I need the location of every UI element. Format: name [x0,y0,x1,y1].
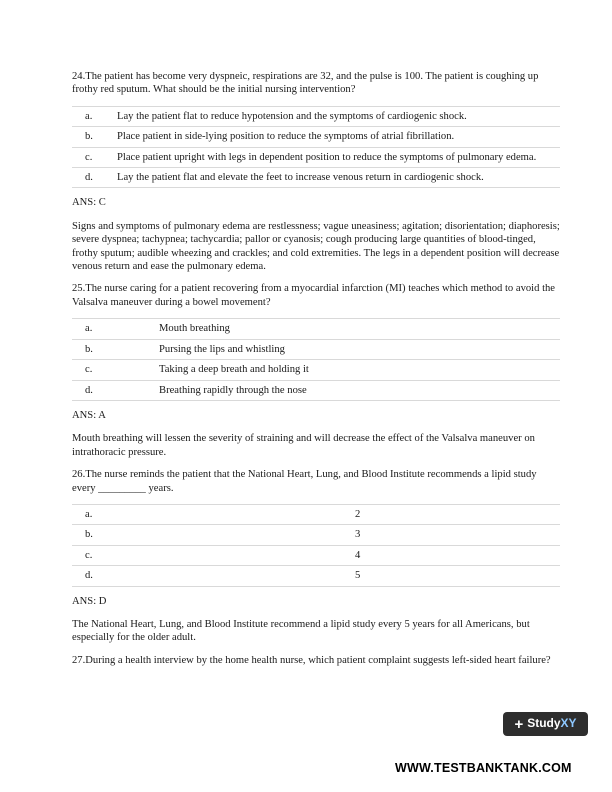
question-26-answer: ANS: D [72,595,107,607]
studyxy-badge[interactable] [503,712,588,736]
question-25-answer: ANS: A [72,409,106,421]
option-row [72,339,560,359]
option-text: Lay the patient flat and elevate the feet to increase venous return in cardiogenic shock. [117,168,560,188]
option-text: 3 [355,525,560,545]
option-letter: a. [72,319,159,339]
question-27-text: 27.During a health interview by the home health nurse, which patient complaint suggests left-sided heart failure? [72,654,551,666]
plus-icon: + [514,715,524,733]
question-25-rationale: Mouth breathing will lessen the severity of straining and will decrease the effect of the Valsalva maneuver on intrathoracic pressure. [72,433,535,458]
question-25-text: 25.The nurse caring for a patient recovering from a myocardial infarction (MI) teaches which method to avoid the Valsalva maneuver during a bowel movement? [72,283,556,308]
option-text: 2 [355,504,560,524]
document-page [72,70,560,676]
option-row [72,127,560,147]
option-letter: c. [72,360,159,380]
question-24-rationale: Signs and symptoms of pulmonary edema are restlessness; vague uneasiness; agitation; disorientation; diaphoresis; severe dyspnea; tachypnea; tachycardia; pallor or cyanosis; cough producing large quantities of blood-tinged, frothy sputum; audible wheezing and crackles; and cold extremities. The legs in a dependent position will decrease venous return and ease the pulmonary edema. [72,220,560,273]
option-row [72,319,560,339]
question-26-rationale: The National Heart, Lung, and Blood Institute recommend a lipid study every 5 years for all Americans, but especially for the older adult. [72,618,530,644]
question-26-options [72,504,560,587]
option-letter: d. [72,566,355,586]
option-letter: a. [72,106,117,126]
option-row [72,504,560,524]
option-row [72,106,560,126]
option-text: Pursing the lips and whistling [159,339,560,359]
option-letter: d. [72,168,117,188]
question-25-options [72,318,560,401]
option-text: Taking a deep breath and holding it [159,360,560,380]
option-letter: b. [72,339,159,359]
option-text: Place patient in side-lying position to reduce the symptoms of atrial fibrillation. [117,127,560,147]
question-24-options [72,106,560,189]
option-row [72,380,560,400]
option-text: 5 [355,566,560,586]
option-text: Mouth breathing [159,319,560,339]
option-letter: c. [72,147,117,167]
option-letter: c. [72,545,355,565]
badge-prefix: Study [527,716,561,731]
footer-site-link[interactable]: WWW.TESTBANKTANK.COM [395,761,572,775]
question-24-text: 24.The patient has become very dyspneic, respirations are 32, and the pulse is 100. The patient is coughing up frothy red sputum. What should be the initial nursing intervention? [72,71,539,96]
option-text: Lay the patient flat to reduce hypotension and the symptoms of cardiogenic shock. [117,106,560,126]
option-letter: a. [72,504,355,524]
option-row [72,147,560,167]
option-text: 4 [355,545,560,565]
option-row [72,168,560,188]
question-26-text: 26.The nurse reminds the patient that the National Heart, Lung, and Blood Institute recommends a lipid study every _________ years. [72,469,537,494]
question-24-answer: ANS: C [72,197,106,209]
option-row [72,525,560,545]
option-letter: b. [72,525,355,545]
badge-suffix: XY [560,716,577,731]
option-row [72,566,560,586]
option-text: Place patient upright with legs in dependent position to reduce the symptoms of pulmonary edema. [117,147,560,167]
option-letter: b. [72,127,117,147]
option-letter: d. [72,380,159,400]
option-text: Breathing rapidly through the nose [159,380,560,400]
option-row [72,545,560,565]
option-row [72,360,560,380]
